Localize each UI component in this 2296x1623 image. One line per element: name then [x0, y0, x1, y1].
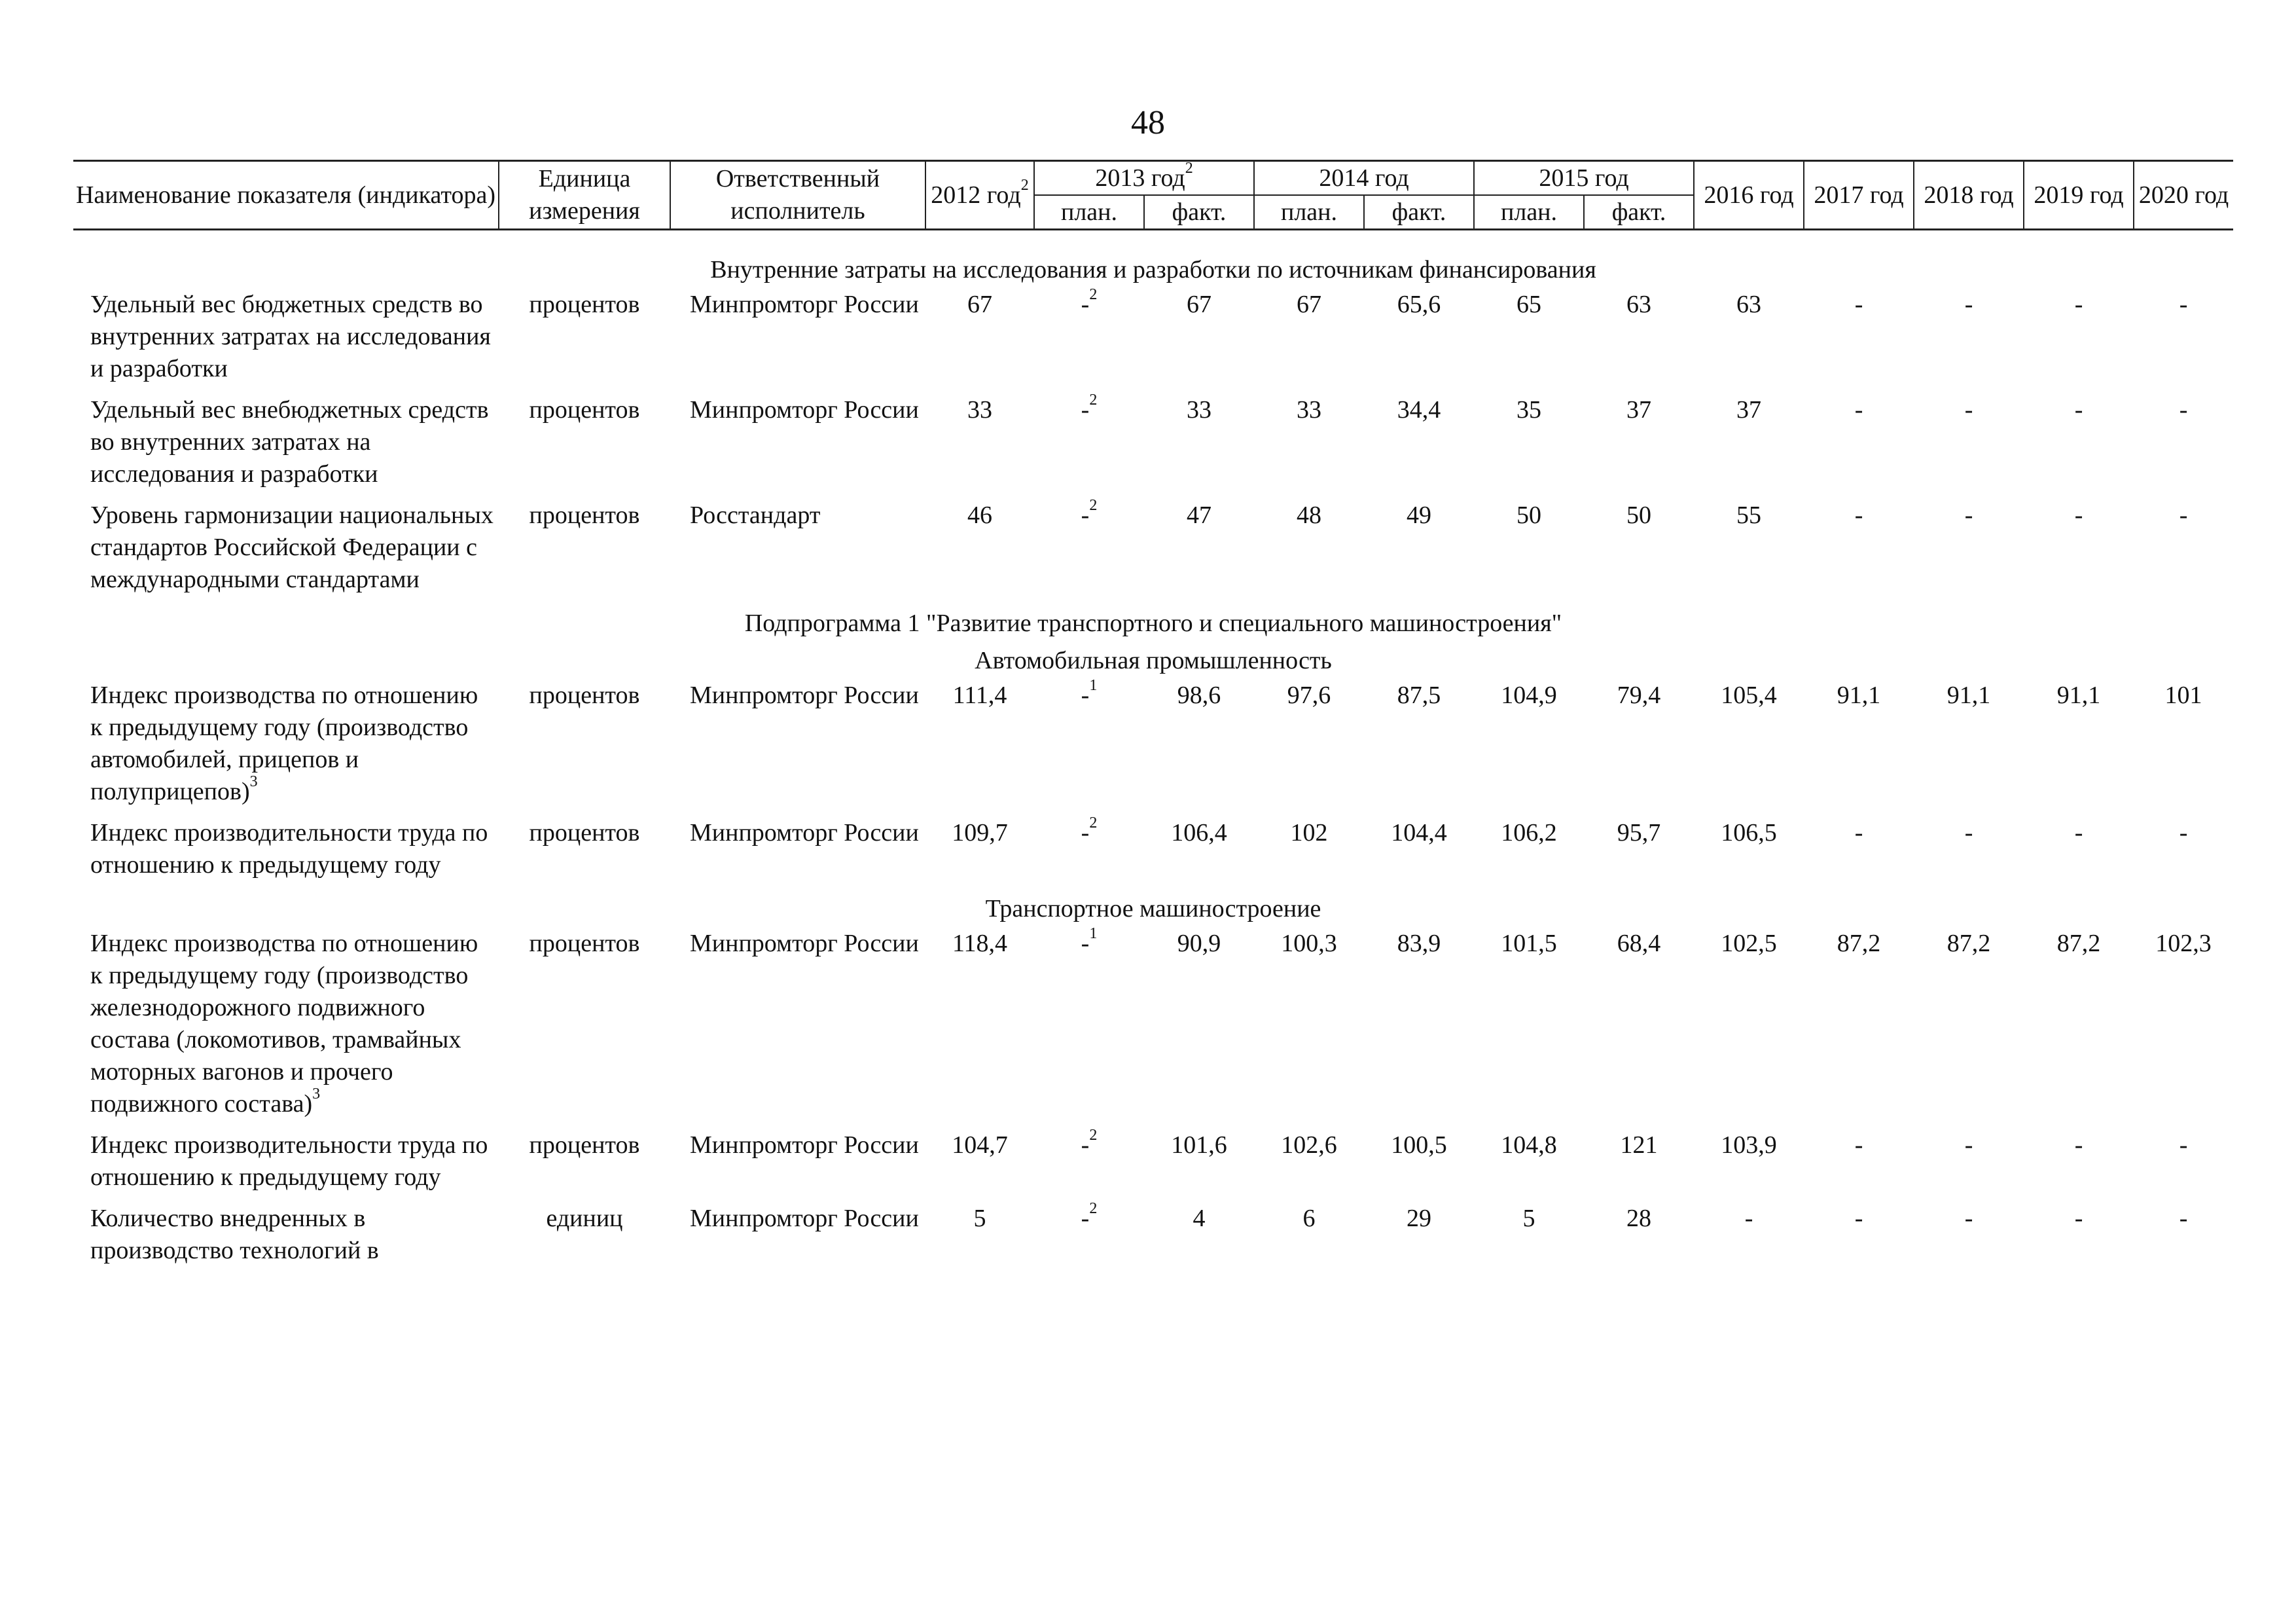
value-cell: 102,5 — [1721, 930, 1777, 957]
value-cell: - — [1964, 501, 1973, 529]
value-cell: - — [2179, 1131, 2188, 1159]
unit-cell: процентов — [529, 396, 640, 424]
value-cell: 105,4 — [1721, 682, 1777, 709]
section-title: Внутренние затраты на исследования и разработки по источникам финансирования — [710, 256, 1596, 283]
value-cell: - — [1854, 819, 1863, 847]
value-cell: 65,6 — [1397, 291, 1441, 318]
section-subtitle: Автомобильная промышленность — [975, 647, 1332, 674]
unit-cell: процентов — [529, 930, 640, 957]
indicators-table — [73, 160, 2233, 1276]
value-cell: - — [1854, 1205, 1863, 1232]
value-cell: -$^2$ — [1081, 497, 1098, 529]
executor-cell: Минпромторг России — [690, 930, 919, 957]
table-row — [73, 394, 2233, 500]
value-cell: -$^2$ — [1081, 814, 1098, 847]
table-row — [73, 289, 2233, 394]
value-cell: 87,2 — [1946, 930, 1991, 957]
header-2015: 2015 год — [1474, 161, 1694, 196]
value-cell: - — [2074, 501, 2083, 529]
value-cell: -$^2$ — [1081, 392, 1098, 424]
value-cell: - — [1964, 1131, 1973, 1159]
indicator-name: Удельный вес бюджетных средств во внутренних затратах на исследования и разработки — [90, 291, 491, 382]
value-cell: 67 — [1297, 291, 1322, 318]
footnote-mark: 2 — [1020, 176, 1029, 194]
value-cell: 4 — [1193, 1205, 1206, 1232]
header-plan: план. — [1034, 195, 1144, 230]
header-fact: факт. — [1144, 195, 1254, 230]
value-cell: 55 — [1736, 501, 1762, 529]
section-title: Подпрограмма 1 "Развитие транспортного и специального машиностроения" — [744, 610, 1562, 637]
value-cell: 34,4 — [1397, 396, 1441, 424]
unit-cell: процентов — [529, 501, 640, 529]
value-cell: -$^1$ — [1081, 677, 1098, 709]
value-cell: - — [2179, 291, 2188, 318]
value-cell: 101,6 — [1171, 1131, 1227, 1159]
value-cell: 118,4 — [952, 930, 1008, 957]
value-cell: -$^1$ — [1081, 925, 1098, 957]
value-cell: 48 — [1297, 501, 1322, 529]
unit-cell: процентов — [529, 1131, 640, 1159]
value-cell: 33 — [1187, 396, 1211, 424]
header-plan: план. — [1474, 195, 1584, 230]
header-2019: 2019 год — [2024, 161, 2134, 230]
indicator-name: Индекс производительности труда по отношению к предыдущему году — [90, 1131, 488, 1191]
value-cell: 91,1 — [1837, 682, 1881, 709]
page-number: 48 — [1131, 104, 1165, 141]
value-cell: - — [1744, 1205, 1753, 1232]
value-cell: 106,4 — [1171, 819, 1227, 847]
value-cell: 100,3 — [1281, 930, 1337, 957]
value-cell: 87,2 — [1837, 930, 1881, 957]
value-cell: 111,4 — [952, 682, 1007, 709]
indicator-name: Количество внедренных в производство технологий в — [90, 1205, 379, 1264]
value-cell: 104,8 — [1501, 1131, 1557, 1159]
value-cell: 109,7 — [952, 819, 1008, 847]
value-cell: 33 — [967, 396, 992, 424]
value-cell: 5 — [973, 1205, 986, 1232]
header-plan: план. — [1254, 195, 1364, 230]
value-cell: -$^2$ — [1081, 1127, 1098, 1159]
unit-cell: процентов — [529, 682, 640, 709]
executor-cell: Росстандарт — [690, 501, 821, 529]
value-cell: 37 — [1736, 396, 1762, 424]
unit-cell: единиц — [546, 1205, 623, 1232]
value-cell: 106,5 — [1721, 819, 1777, 847]
value-cell: 50 — [1516, 501, 1542, 529]
value-cell: 91,1 — [1946, 682, 1991, 709]
value-cell: - — [1854, 396, 1863, 424]
value-cell: - — [1854, 1131, 1863, 1159]
value-cell: 104,4 — [1391, 819, 1447, 847]
value-cell: 79,4 — [1617, 682, 1661, 709]
table-row — [73, 500, 2233, 605]
header-2016: 2016 год — [1694, 161, 1804, 230]
value-cell: 91,1 — [2056, 682, 2101, 709]
value-cell: 121 — [1620, 1131, 1658, 1159]
value-cell: 33 — [1297, 396, 1322, 424]
value-cell: 67 — [1187, 291, 1211, 318]
header-2018: 2018 год — [1914, 161, 2024, 230]
executor-cell: Минпромторг России — [690, 682, 919, 709]
value-cell: 101 — [2164, 682, 2202, 709]
value-cell: - — [2074, 291, 2083, 318]
value-cell: 87,2 — [2056, 930, 2101, 957]
indicator-name: Индекс производительности труда по отношению к предыдущему году — [90, 819, 488, 879]
value-cell: - — [2074, 396, 2083, 424]
value-cell: - — [2179, 1205, 2188, 1232]
value-cell: 6 — [1302, 1205, 1316, 1232]
value-cell: 67 — [967, 291, 992, 318]
indicator-name: Индекс производства по отношению к предыдущему году (производство железнодорожного подвижного состава (локомотивов, трамвайных моторных вагонов и прочего подвижного состава)$^3$ — [90, 930, 478, 1118]
value-cell: 102,6 — [1281, 1131, 1337, 1159]
executor-cell: Минпромторг России — [690, 291, 919, 318]
table-row — [73, 928, 2233, 1129]
value-cell: - — [2179, 396, 2188, 424]
indicator-name: Индекс производства по отношению к предыдущему году (производство автомобилей, прицепов и полуприцепов)$^3$ — [90, 682, 478, 805]
value-cell: 68,4 — [1617, 930, 1661, 957]
header-2013: 2013 год$^2$ — [1034, 161, 1254, 196]
value-cell: 49 — [1407, 501, 1432, 529]
value-cell: - — [1964, 819, 1973, 847]
executor-cell: Минпромторг России — [690, 396, 919, 424]
value-cell: 63 — [1736, 291, 1762, 318]
value-cell: 37 — [1626, 396, 1652, 424]
value-cell: - — [2179, 819, 2188, 847]
value-cell: 103,9 — [1721, 1131, 1777, 1159]
table-row — [73, 680, 2233, 817]
value-cell: 5 — [1522, 1205, 1535, 1232]
value-cell: 28 — [1626, 1205, 1652, 1232]
header-unit: Единица измерения — [499, 161, 670, 230]
section-title: Транспортное машиностроение — [985, 895, 1321, 922]
table-header — [73, 161, 2233, 230]
value-cell: 102 — [1290, 819, 1328, 847]
table-row — [73, 1203, 2233, 1276]
value-cell: 50 — [1626, 501, 1652, 529]
value-cell: 65 — [1516, 291, 1542, 318]
value-cell: 46 — [967, 501, 992, 529]
unit-cell: процентов — [529, 291, 640, 318]
value-cell: 95,7 — [1617, 819, 1661, 847]
value-cell: - — [2179, 501, 2188, 529]
value-cell: -$^2$ — [1081, 1200, 1098, 1232]
value-cell: 100,5 — [1391, 1131, 1447, 1159]
value-cell: 104,7 — [952, 1131, 1008, 1159]
header-name: Наименование показателя (индикатора) — [73, 161, 499, 230]
header-2012: 2012 год$^2$ — [925, 161, 1034, 230]
header-executor: Ответственный исполнитель — [670, 161, 925, 230]
indicator-name: Уровень гармонизации национальных стандартов Российской Федерации с международными стандартами — [90, 501, 493, 593]
value-cell: 97,6 — [1287, 682, 1331, 709]
value-cell: 83,9 — [1397, 930, 1441, 957]
value-cell: 47 — [1187, 501, 1211, 529]
unit-cell: процентов — [529, 819, 640, 847]
indicator-name: Удельный вес внебюджетных средств во внутренних затратах на исследования и разработки — [90, 396, 489, 488]
footnote-mark: 2 — [1185, 159, 1193, 177]
header-fact: факт. — [1364, 195, 1474, 230]
table-row — [73, 817, 2233, 890]
value-cell: 102,3 — [2155, 930, 2212, 957]
executor-cell: Минпромторг России — [690, 1205, 919, 1232]
header-2020: 2020 год — [2134, 161, 2233, 230]
value-cell: - — [1964, 1205, 1973, 1232]
value-cell: - — [1854, 291, 1863, 318]
table-row — [73, 1129, 2233, 1203]
value-cell: -$^2$ — [1081, 286, 1098, 318]
value-cell: 101,5 — [1501, 930, 1557, 957]
value-cell: - — [2074, 819, 2083, 847]
value-cell: 90,9 — [1177, 930, 1221, 957]
value-cell: - — [1854, 501, 1863, 529]
value-cell: 104,9 — [1501, 682, 1557, 709]
value-cell: 35 — [1516, 396, 1542, 424]
header-fact: факт. — [1584, 195, 1694, 230]
value-cell: 87,5 — [1397, 682, 1441, 709]
executor-cell: Минпромторг России — [690, 1131, 919, 1159]
header-2014: 2014 год — [1254, 161, 1474, 196]
value-cell: 63 — [1626, 291, 1652, 318]
value-cell: 98,6 — [1177, 682, 1221, 709]
table-body — [73, 230, 2233, 1277]
value-cell: 29 — [1407, 1205, 1432, 1232]
header-2017: 2017 год — [1804, 161, 1914, 230]
value-cell: - — [1964, 291, 1973, 318]
value-cell: 106,2 — [1501, 819, 1557, 847]
value-cell: - — [2074, 1131, 2083, 1159]
executor-cell: Минпромторг России — [690, 819, 919, 847]
value-cell: - — [2074, 1205, 2083, 1232]
value-cell: - — [1964, 396, 1973, 424]
